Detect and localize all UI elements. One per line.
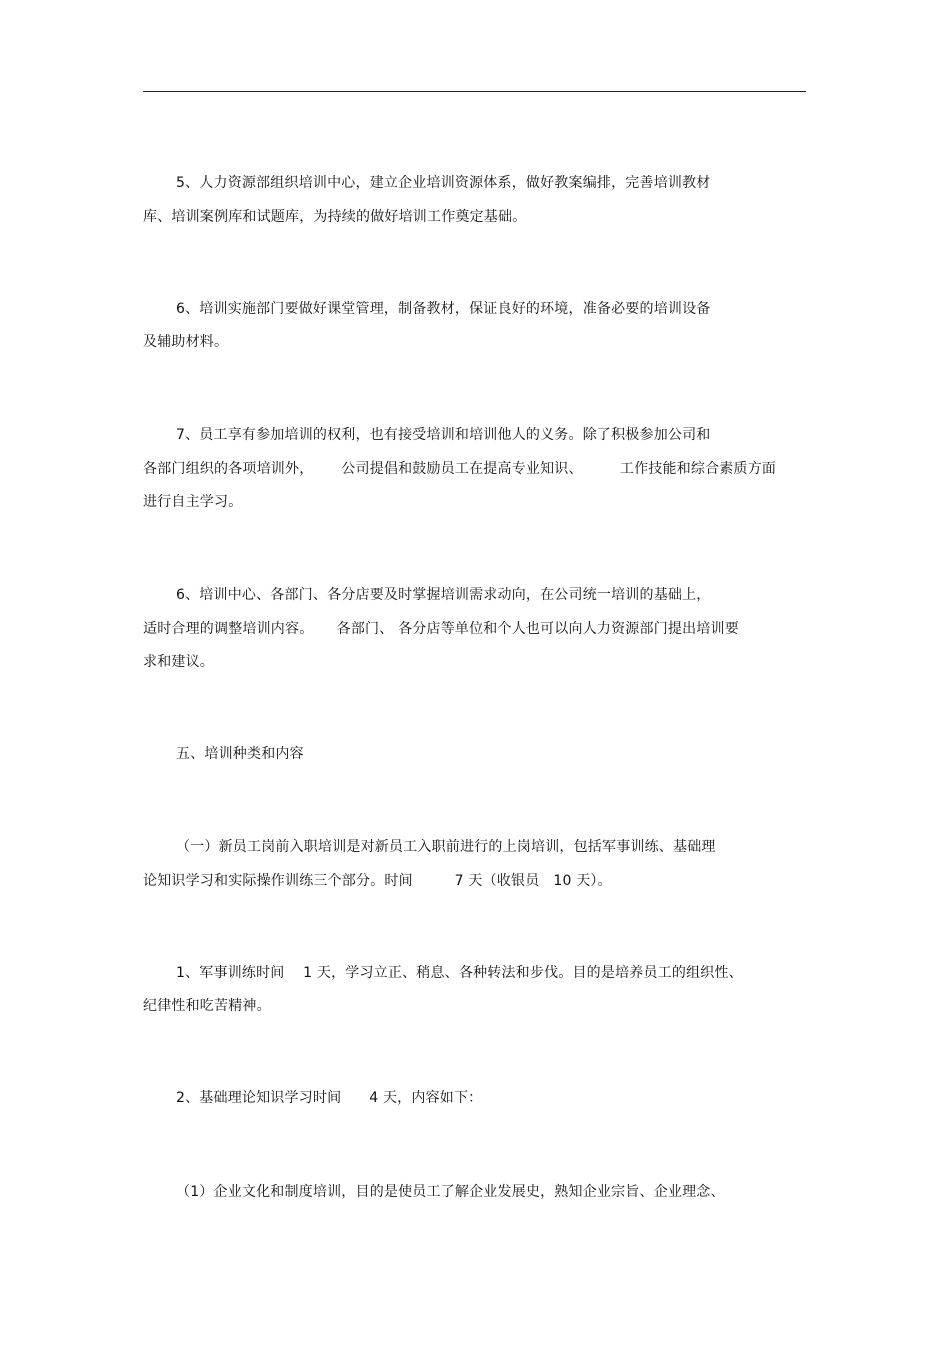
paragraph-line: 求和建议。 [143, 654, 214, 670]
paragraph-line: （一）新员工岗前入职培训是对新员工入职前进行的上岗培训，包括军事训练、基础理 [176, 839, 716, 855]
paragraph-line: 进行自主学习。 [143, 494, 243, 510]
paragraph-line: 2、基础理论知识学习时间 4 天，内容如下： [176, 1090, 483, 1106]
paragraph-line: 6、培训实施部门要做好课堂管理，制备教材，保证良好的环境，准备必要的培训设备 [176, 301, 711, 317]
paragraph-line: 各部门组织的各项培训外， 公司提倡和鼓励员工在提高专业知识、 工作技能和综合素质方面 [143, 461, 777, 477]
paragraph-line: 纪律性和吃苦精神。 [143, 998, 271, 1014]
paragraph-line: 论知识学习和实际操作训练三个部分。时间 7 天（收银员 10 天）。 [143, 873, 612, 889]
paragraph-line: 6、培训中心、各部门、各分店要及时掌握培训需求动向，在公司统一培训的基础上， [176, 587, 711, 603]
paragraph-line: 库、培训案例库和试题库，为持续的做好培训工作奠定基础。 [143, 209, 527, 225]
paragraph-line: 1、军事训练时间 1 天，学习立正、稍息、各种转法和步伐。目的是培养员工的组织性、 [176, 965, 743, 981]
paragraph-line: 适时合理的调整培训内容。 各部门、 各分店等单位和个人也可以向人力资源部门提出培训要 [143, 621, 739, 637]
paragraph-line: （1）企业文化和制度培训，目的是使员工了解企业发展史，熟知企业宗旨、企业理念、 [176, 1184, 725, 1200]
section-heading: 五、培训种类和内容 [176, 746, 304, 762]
paragraph-line: 及辅助材料。 [143, 334, 229, 350]
paragraph-line: 5、人力资源部组织培训中心，建立企业培训资源体系，做好教案编排，完善培训教材 [176, 175, 711, 191]
paragraph-line: 7、员工享有参加培训的权利，也有接受培训和培训他人的义务。除了积极参加公司和 [176, 427, 711, 443]
header-rule [143, 91, 806, 92]
